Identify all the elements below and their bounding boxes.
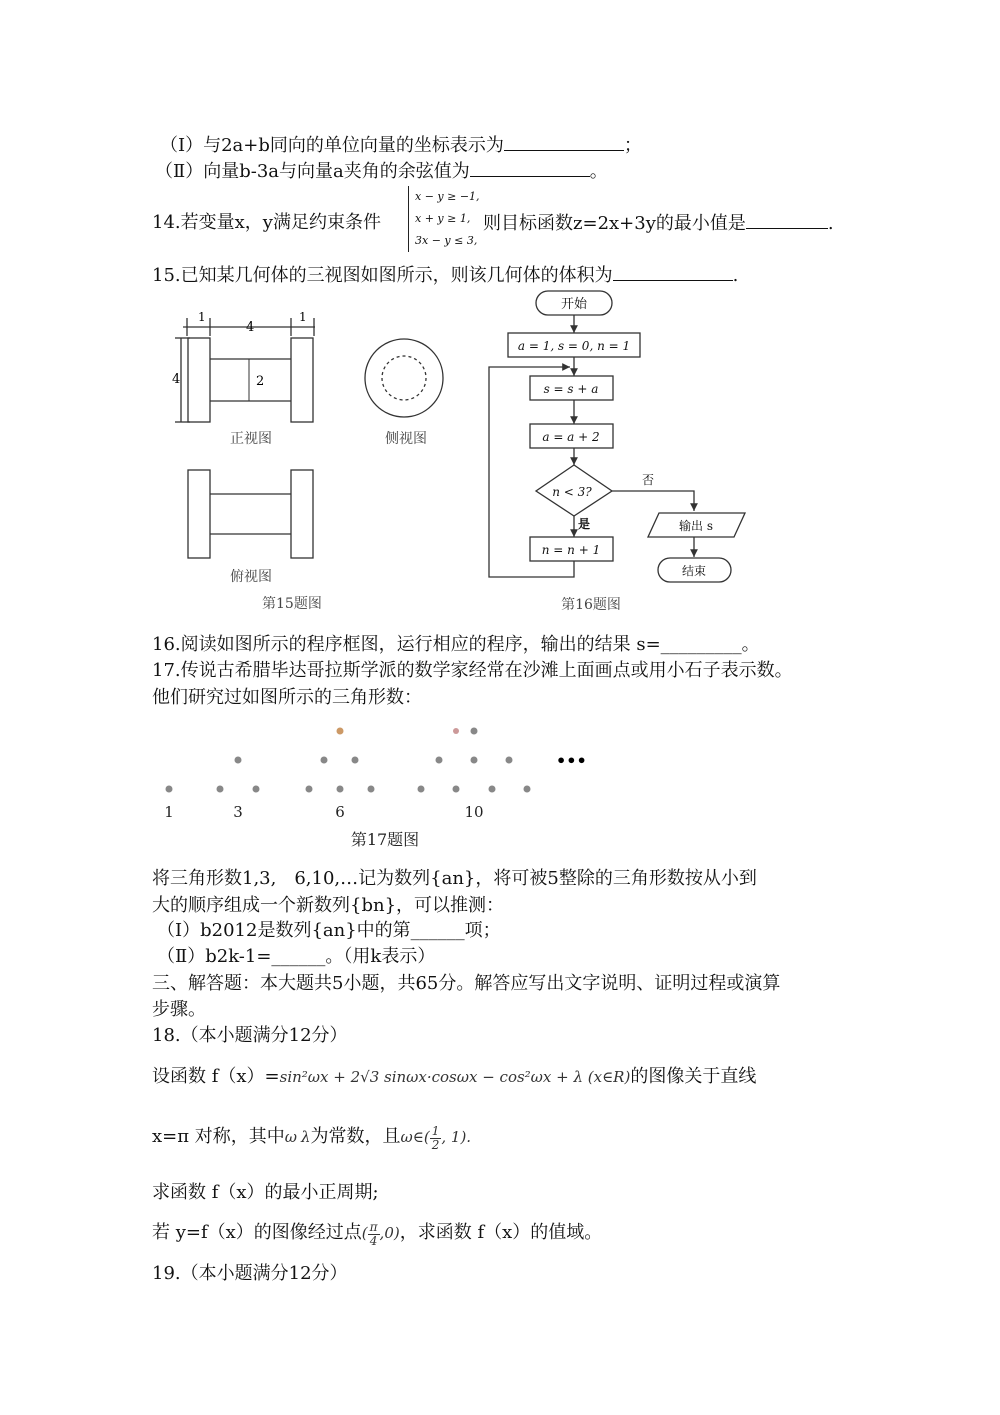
q18-ask2: 若 y=f（x）的图像经过点( $\frac{\pi}{4}$ ,0)，求函数 f（x）的值域。 — [152, 1219, 603, 1248]
svg-text:开始: 开始 — [560, 297, 588, 312]
section3-line1: 三、解答题：本大题共5小题，共65分。解答应写出文字说明、证明过程或演算 — [152, 973, 781, 994]
fig17-label-6: 6 — [335, 803, 345, 821]
q17-part1: （Ⅰ）b2012是数列{an}中的第______项； — [157, 920, 501, 941]
dot — [337, 728, 344, 735]
svg-text:a = a + 2: a = a + 2 — [542, 430, 600, 444]
dot — [418, 786, 425, 793]
top-view-label: 俯视图 — [230, 569, 272, 585]
dot — [368, 786, 375, 793]
q17-line2: 他们研究过如图所示的三角形数： — [152, 687, 422, 708]
q18-title: 18.（本小题满分12分） — [152, 1025, 348, 1046]
section3-line2: 步骤。 — [152, 999, 206, 1020]
dot — [524, 786, 531, 793]
svg-text:第16题图: 第16题图 — [561, 597, 621, 613]
svg-text:a = 1, s = 0, n = 1: a = 1, s = 0, n = 1 — [517, 339, 631, 353]
dot — [253, 786, 260, 793]
dim-left-label: 4 — [172, 372, 181, 387]
q16-text: 16.阅读如图所示的程序框图，运行相应的程序，输出的结果 s=_________。 — [152, 634, 760, 655]
dot — [436, 757, 443, 764]
q18-ask1: 求函数 f（x）的最小正周期; — [152, 1182, 379, 1203]
dim-top-right-label: 1 — [299, 310, 307, 324]
dot — [321, 757, 328, 764]
svg-text:结束: 结束 — [681, 564, 707, 578]
fig17-caption: 第17题图 — [350, 830, 420, 849]
dot — [166, 786, 173, 793]
dim-top-mid-label: 4 — [246, 320, 255, 335]
fig17-label-1: 1 — [164, 803, 174, 821]
dot — [217, 786, 224, 793]
q18-symmetry-line: x=π 对称，其中ω λ为常数，且ω∈( $\frac{1}{2}$ , 1). — [152, 1123, 472, 1152]
dot — [471, 757, 478, 764]
function-formula: sin²ωx + 2√3 sinωx·cosωx − cos²ωx + λ (x∈R) — [279, 1068, 631, 1086]
svg-text:s = s + a: s = s + a — [543, 382, 599, 396]
fig17-label-10: 10 — [464, 803, 484, 821]
dot — [235, 757, 242, 764]
dot — [453, 786, 460, 793]
omega-range: ω∈( $\frac{1}{2}$ , 1). — [400, 1123, 472, 1152]
q15-text: 15.已知某几何体的三视图如图所示，则该几何体的体积为 . — [152, 262, 738, 289]
q19-title: 19.（本小题满分12分） — [152, 1263, 348, 1284]
dot — [306, 786, 313, 793]
q13-part2: （Ⅱ）向量b-3a与向量a夹角的余弦值为 。 — [155, 158, 608, 185]
svg-text:输出 s: 输出 s — [679, 519, 713, 533]
q17-line3: 将三角形数1,3, 6,10,…记为数列{an}，将可被5整除的三角形数按从小到 — [152, 868, 757, 889]
svg-text:否: 否 — [641, 473, 655, 487]
dim-top-left-label: 1 — [198, 310, 206, 324]
dot — [453, 728, 459, 734]
svg-text:n < 3?: n < 3? — [552, 485, 592, 499]
dot — [489, 786, 496, 793]
dim-inner-label: 2 — [256, 374, 265, 389]
point-coordinate: ( $\frac{\pi}{4}$ ,0) — [361, 1219, 400, 1248]
dot — [352, 757, 359, 764]
dot — [337, 786, 344, 793]
q14-post: 则目标函数z=2x+3y的最小值是 . — [483, 210, 834, 237]
svg-text:是: 是 — [577, 517, 591, 531]
svg-text:n = n + 1: n = n + 1 — [541, 543, 601, 557]
fig17-label-3: 3 — [233, 803, 243, 821]
q17-line4: 大的顺序组成一个新数列{bn}，可以推测： — [152, 895, 505, 916]
q13-part1: （Ⅰ）与2a+b同向的单位向量的坐标表示为 ； — [160, 132, 642, 159]
fig17-ellipsis: ••• — [556, 751, 587, 770]
dot — [471, 728, 478, 735]
fig15-caption: 第15题图 — [262, 596, 322, 612]
front-view-label: 正视图 — [230, 431, 272, 447]
q14-pre: 14.若变量x，y满足约束条件 — [152, 212, 381, 233]
q17-part2: （Ⅱ）b2k-1=______。（用k表示） — [157, 946, 436, 967]
side-view-label: 侧视图 — [385, 431, 427, 447]
constraint-system: x − y ≥ −1, x + y ≥ 1, 3x − y ≤ 3, — [408, 186, 497, 252]
answer-blank[interactable]: _________ — [660, 634, 742, 655]
q17-line1: 17.传说古希腊毕达哥拉斯学派的数学家经常在沙滩上面画点或用小石子表示数。 — [152, 660, 793, 681]
q18-function-line: 设函数 f（x）=sin²ωx + 2√3 sinωx·cosωx − cos²ωx + λ (x∈R)的图像关于直线 — [152, 1066, 757, 1087]
dot — [506, 757, 513, 764]
